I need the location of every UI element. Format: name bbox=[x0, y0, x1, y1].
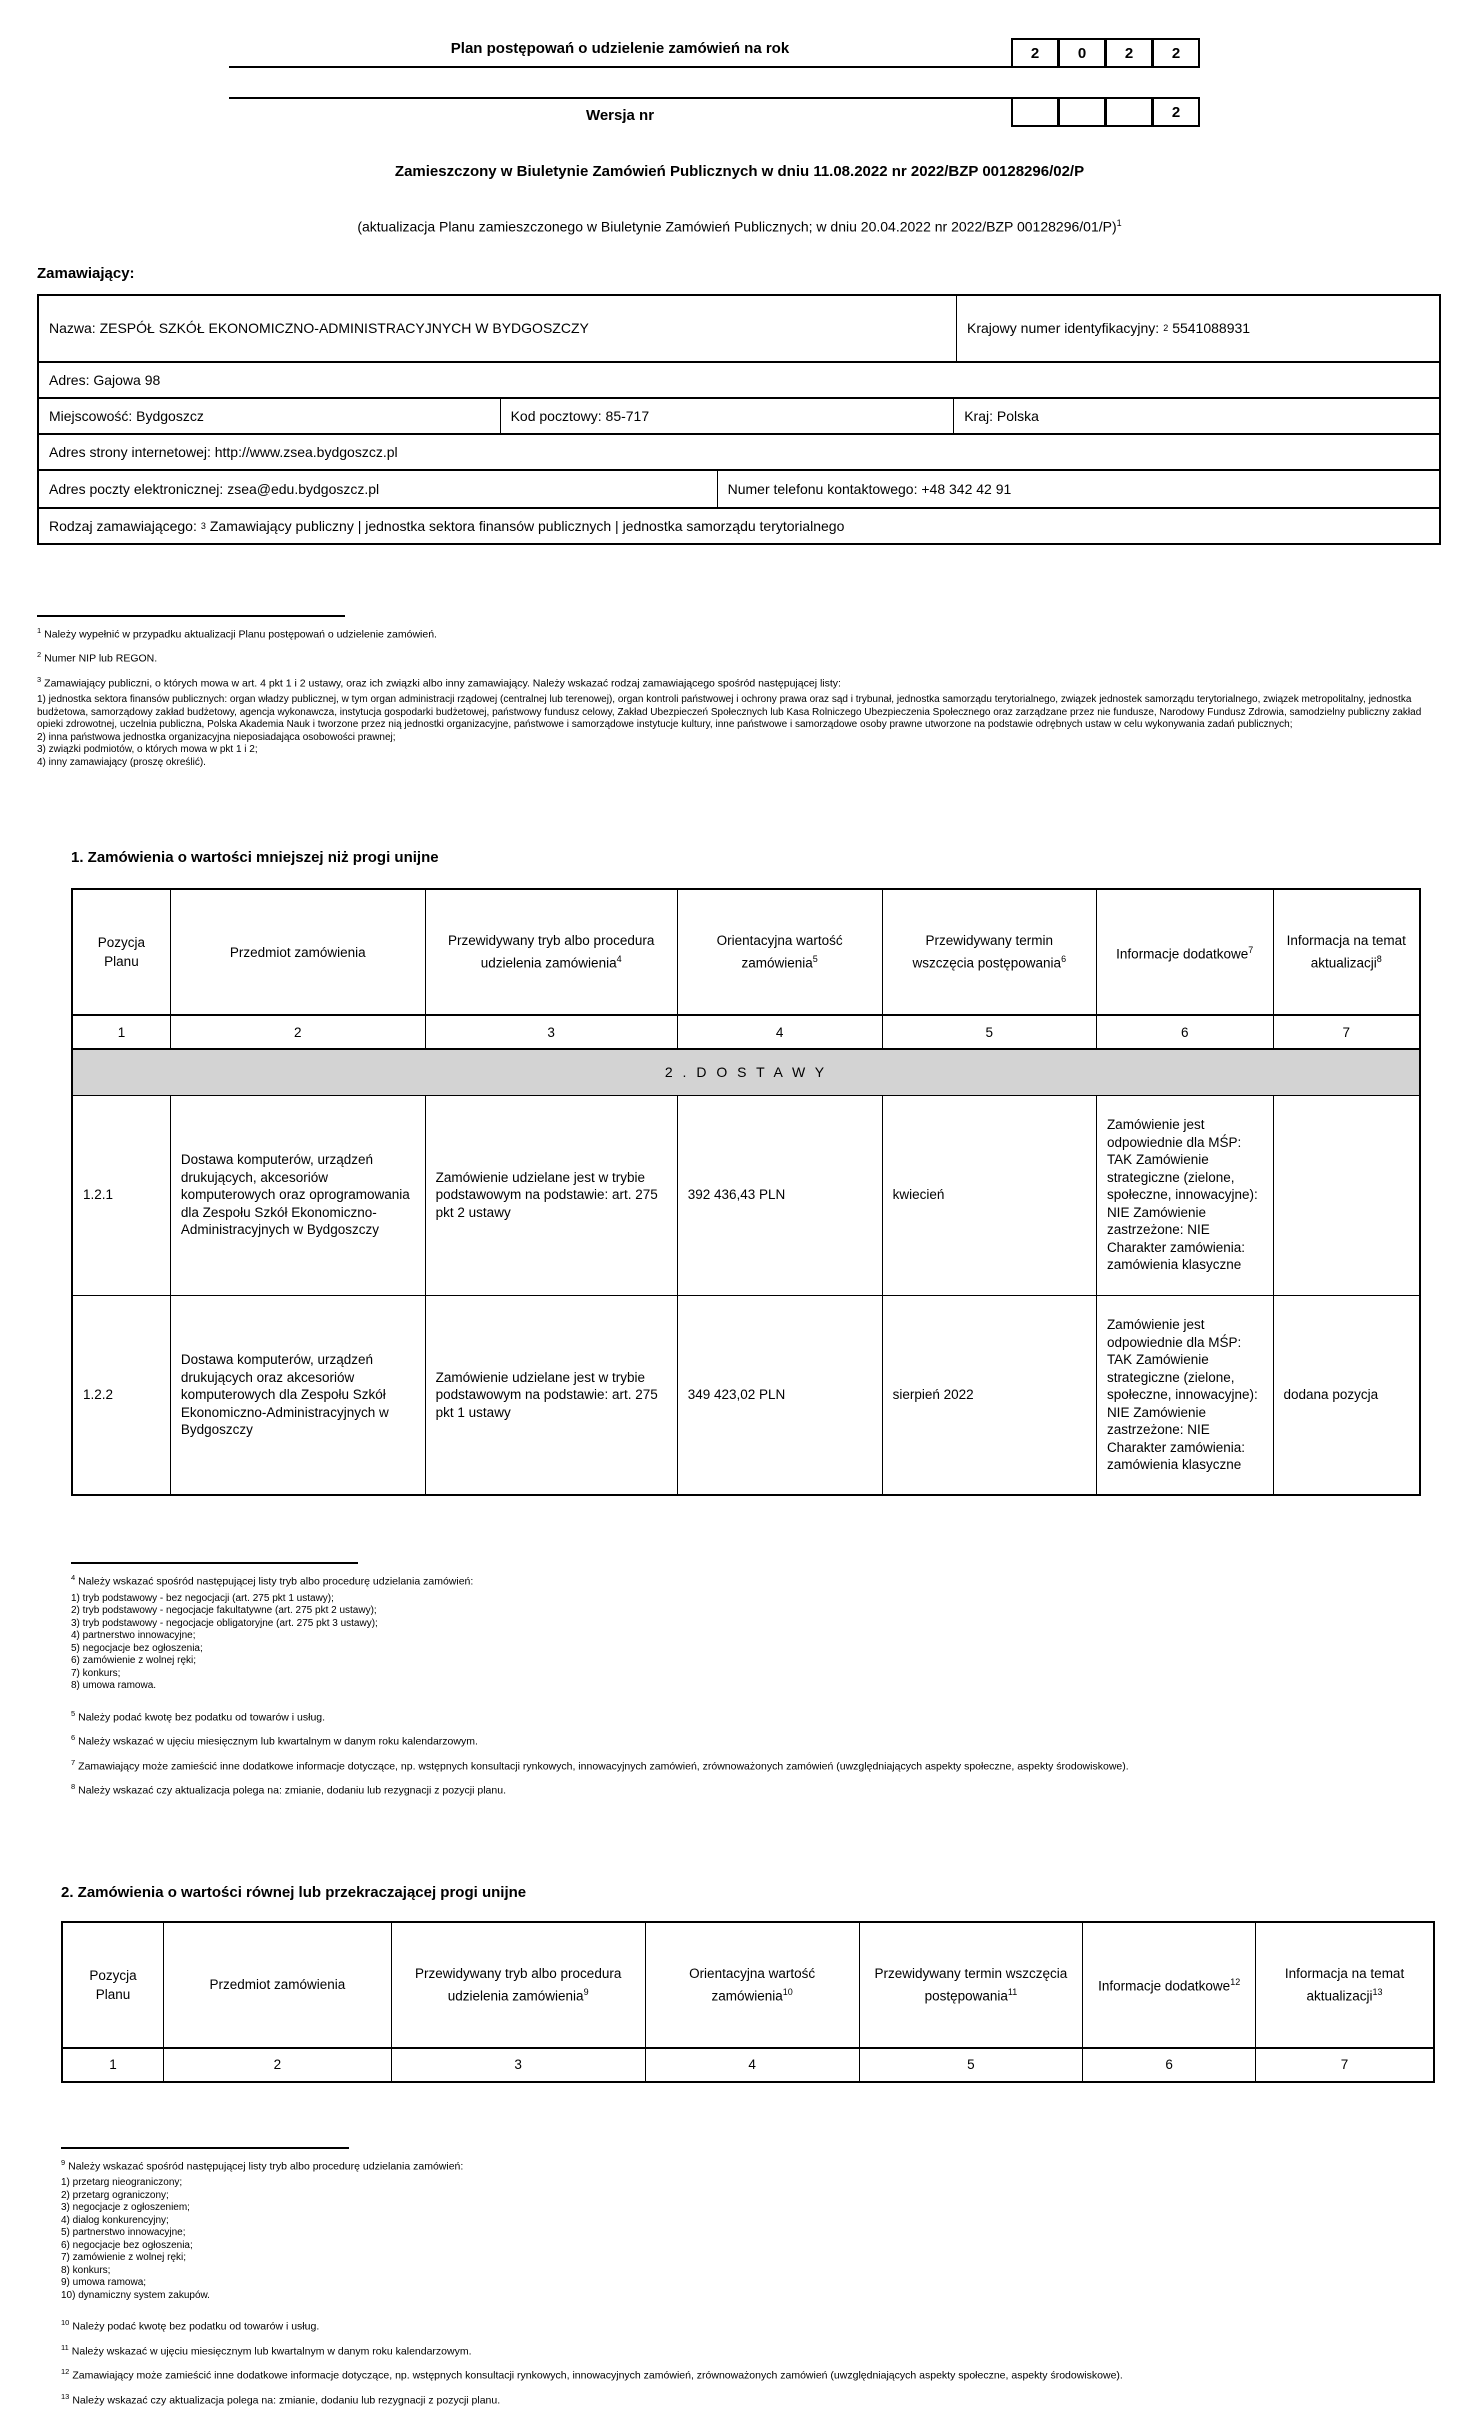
header-row bbox=[62, 1922, 1434, 2048]
footnotes-top bbox=[37, 624, 1439, 770]
kraj-cell: Kraj: Polska bbox=[953, 399, 1439, 433]
footnote-ref: 13 bbox=[61, 2391, 70, 2401]
cell-pozycja: 1.2.2 bbox=[72, 1295, 170, 1495]
footnote-4 bbox=[71, 1571, 1419, 1589]
section2-table bbox=[61, 1921, 1435, 2083]
footnote-text: Należy wskazać w ujęciu miesięcznym lub kwartalnym w danym roku kalendarzowym. bbox=[71, 2345, 472, 2358]
footnote-ref: 11 bbox=[61, 2342, 69, 2352]
rodzaj-footnote-ref: 3 bbox=[200, 520, 206, 531]
col-header-tryb: Przewidywany tryb albo procedura udzielenia zamówienia$^4$ bbox=[425, 889, 677, 1015]
cell-tryb: Zamówienie udzielane jest w trybie podstawowym na podstawie: art. 275 pkt 2 ustawy bbox=[425, 1095, 677, 1295]
year-digit-box: 2 bbox=[1011, 38, 1059, 68]
list-item: 7) konkurs; bbox=[71, 1667, 121, 1679]
col-header-wartosc: Orientacyjna wartość zamówienia$^5$ bbox=[677, 889, 882, 1015]
cell-aktualizacja: dodana pozycja bbox=[1273, 1295, 1420, 1495]
cell-wartosc: 392 436,43 PLN bbox=[677, 1095, 882, 1295]
col-number: 6 bbox=[1083, 2048, 1256, 2082]
footnote-ref: 7 bbox=[71, 1757, 76, 1767]
section1-heading: 1. Zamówienia o wartości mniejszej niż progi unijne bbox=[71, 849, 439, 867]
col-header-informacje: Informacje dodatkowe$^{12}$ bbox=[1083, 1922, 1256, 2048]
footnote-7 bbox=[71, 1756, 1419, 1774]
footnotes-bottom bbox=[61, 2156, 1419, 2408]
year-boxes bbox=[1011, 38, 1200, 68]
footnote-text: Zamawiający publiczni, o których mowa w art. 4 pkt 1 i 2 ustawy, oraz ich związki albo inny zamawiający. Należy wskazać rodzaj zamawiającego spośród następującej listy: bbox=[44, 677, 841, 690]
col-number: 2 bbox=[164, 2048, 392, 2082]
footnote-5 bbox=[71, 1707, 1419, 1725]
year-digit-box: 2 bbox=[1106, 38, 1153, 68]
col-header-przedmiot: Przedmiot zamówienia bbox=[164, 1922, 392, 2048]
col-header-aktualizacja: Informacja na temat aktualizacji$^8$ bbox=[1273, 889, 1420, 1015]
cell-termin: sierpień 2022 bbox=[882, 1295, 1096, 1495]
list-item: 9) umowa ramowa; bbox=[61, 2277, 147, 2289]
footnote-text: Należy wskazać czy aktualizacja polega na: zmianie, dodaniu lub rezygnacji z pozycji planu. bbox=[72, 2394, 501, 2407]
footnote-ref: 8 bbox=[71, 1782, 76, 1792]
list-item: 2) inna państwowa jednostka organizacyjna nieposiadająca osobowości prawnej; bbox=[37, 731, 396, 743]
footnote-text: Numer NIP lub REGON. bbox=[44, 652, 158, 665]
update-text: (aktualizacja Planu zamieszczonego w Biuletynie Zamówień Publicznych; w dniu 20.04.2022 nr 2022/BZP 00128296/01/P) bbox=[357, 218, 1117, 235]
col-header-pozycja: Pozycja Planu bbox=[62, 1922, 164, 2048]
list-item: 1) tryb podstawowy - bez negocjacji (art. 275 pkt 1 ustawy); bbox=[71, 1592, 334, 1604]
col-number: 3 bbox=[391, 2048, 645, 2082]
col-number: 2 bbox=[170, 1015, 425, 1049]
group-row-dostawy bbox=[72, 1049, 1420, 1095]
table-row bbox=[39, 507, 1439, 543]
table-row bbox=[39, 296, 1439, 361]
col-number: 7 bbox=[1256, 2048, 1434, 2082]
col-number: 5 bbox=[882, 1015, 1096, 1049]
footnote-ref: 10 bbox=[61, 2318, 70, 2328]
table-row bbox=[39, 469, 1439, 507]
col-number: 6 bbox=[1096, 1015, 1273, 1049]
footnote-11 bbox=[61, 2341, 1419, 2359]
cell-informacje: Zamówienie jest odpowiednie dla MŚP: TAK Zamówienie strategiczne (zielone, społeczne, innowacyjne): NIE Zamówienie zastrzeżone: NIE Charakter zamówienia: zamówienia klasyczne bbox=[1096, 1295, 1273, 1495]
footnote-1 bbox=[37, 624, 1439, 642]
published-line: Zamieszczony w Biuletynie Zamówień Publicznych w dniu 11.08.2022 nr 2022/BZP 00128296/02/P bbox=[394, 163, 1085, 180]
footnote-ref: 6 bbox=[71, 1733, 76, 1743]
rodzaj-value: Zamawiający publiczny | jednostka sektora finansów publicznych | jednostka samorządu terytorialnego bbox=[209, 517, 845, 534]
nazwa-cell: Nazwa: ZESPÓŁ SZKÓŁ EKONOMICZNO-ADMINISTRACYJNYCH W BYDGOSZCZY bbox=[49, 320, 589, 337]
version-boxes bbox=[1011, 97, 1200, 127]
version-label: Wersja nr bbox=[585, 107, 655, 124]
footnote-8 bbox=[71, 1780, 1419, 1798]
footnote-text: Należy wskazać spośród następującej listy tryb albo procedurę udzielania zamówień: bbox=[78, 1575, 474, 1588]
col-number: 1 bbox=[72, 1015, 170, 1049]
header-row bbox=[72, 889, 1420, 1015]
document-page bbox=[0, 30, 1479, 2409]
rodzaj-label: Rodzaj zamawiającego: bbox=[49, 517, 197, 534]
footnote-ref: 1 bbox=[37, 625, 42, 635]
update-footnote-ref: 1 bbox=[1116, 218, 1122, 228]
col-header-tryb: Przewidywany tryb albo procedura udzielenia zamówienia$^9$ bbox=[391, 1922, 645, 2048]
col-number: 1 bbox=[62, 2048, 164, 2082]
cell-tryb: Zamówienie udzielane jest w trybie podstawowym na podstawie: art. 275 pkt 1 ustawy bbox=[425, 1295, 677, 1495]
cell-aktualizacja bbox=[1273, 1095, 1420, 1295]
footnote-ref: 3 bbox=[37, 674, 42, 684]
www-cell: Adres strony internetowej: http://www.zsea.bydgoszcz.pl bbox=[49, 443, 398, 460]
list-item: 3) związki podmiotów, o których mowa w pkt 1 i 2; bbox=[37, 744, 258, 756]
krajowy-numer-cell bbox=[956, 296, 1439, 361]
col-number: 3 bbox=[425, 1015, 677, 1049]
footnotes-mid bbox=[71, 1571, 1419, 1798]
footnote-text: Należy wypełnić w przypadku aktualizacji Planu postępowań o udzielenie zamówień. bbox=[44, 628, 437, 641]
list-item: 3) tryb podstawowy - negocjacje obligatoryjne (art. 275 pkt 3 ustawy); bbox=[71, 1617, 378, 1629]
footnote-ref: 4 bbox=[71, 1573, 76, 1583]
miejscowosc-cell: Miejscowość: Bydgoszcz bbox=[49, 407, 204, 424]
footnote-ref: 2 bbox=[37, 650, 42, 660]
update-line bbox=[0, 218, 1479, 235]
list-item: 8) konkurs; bbox=[61, 2264, 111, 2276]
email-cell: Adres poczty elektronicznej: zsea@edu.bydgoszcz.pl bbox=[49, 480, 380, 497]
col-header-informacje: Informacje dodatkowe$^7$ bbox=[1096, 889, 1273, 1015]
footnote-separator bbox=[71, 1562, 358, 1564]
cell-przedmiot: Dostawa komputerów, urządzeń drukujących oraz akcesoriów komputerowych dla Zespołu Szkół Ekonomiczno-Administracyjnych w Bydgoszczy bbox=[170, 1295, 425, 1495]
table-row bbox=[72, 1095, 1420, 1295]
krajowy-value: 5541088931 bbox=[1172, 320, 1251, 337]
footnote-4-list bbox=[71, 1593, 1419, 1693]
telefon-cell: Numer telefonu kontaktowego: +48 342 42 91 bbox=[717, 471, 1439, 507]
column-number-row bbox=[72, 1015, 1420, 1049]
group-row-label: 2 . D O S T A W Y bbox=[72, 1049, 1420, 1095]
list-item: 4) partnerstwo innowacyjne; bbox=[71, 1630, 196, 1642]
list-item: 3) negocjacje z ogłoszeniem; bbox=[61, 2202, 190, 2214]
list-item: 6) zamówienie z wolnej ręki; bbox=[71, 1655, 197, 1667]
footnote-separator bbox=[61, 2147, 349, 2149]
footnote-ref: 12 bbox=[61, 2367, 70, 2377]
version-digit-box bbox=[1059, 97, 1106, 127]
table-row bbox=[72, 1295, 1420, 1495]
footnote-text: Należy wskazać w ujęciu miesięcznym lub kwartalnym w danym roku kalendarzowym. bbox=[78, 1735, 478, 1748]
col-header-pozycja: Pozycja Planu bbox=[72, 889, 170, 1015]
col-header-wartosc: Orientacyjna wartość zamówienia$^{10}$ bbox=[645, 1922, 859, 2048]
adres-cell: Adres: Gajowa 98 bbox=[49, 371, 161, 388]
col-number: 7 bbox=[1273, 1015, 1420, 1049]
footnote-text: Należy podać kwotę bez podatku od towarów i usług. bbox=[72, 2320, 320, 2333]
footnote-9 bbox=[61, 2156, 1419, 2174]
footnote-text: Należy podać kwotę bez podatku od towarów i usług. bbox=[78, 1711, 326, 1724]
rodzaj-cell bbox=[39, 509, 1439, 543]
section2-heading: 2. Zamówienia o wartości równej lub przekraczającej progi unijne bbox=[61, 1883, 527, 1901]
col-header-termin: Przewidywany termin wszczęcia postępowania$^{11}$ bbox=[859, 1922, 1083, 2048]
table-row bbox=[39, 397, 1439, 433]
cell-termin: kwiecień bbox=[882, 1095, 1096, 1295]
list-item: 8) umowa ramowa. bbox=[71, 1680, 157, 1692]
year-digit-box: 2 bbox=[1153, 38, 1200, 68]
footnote-3 bbox=[37, 673, 1439, 691]
version-row bbox=[229, 97, 1200, 133]
footnote-3-list bbox=[37, 694, 1439, 769]
footnote-text: Zamawiający może zamieścić inne dodatkowe informacje dotyczące, np. wstępnych konsultacji rynkowych, innowacyjnych zamówień, zrównoważonych zamówień (uwzględniających aspekty społeczne, aspekty środowiskowe). bbox=[72, 2369, 1123, 2382]
list-item: 10) dynamiczny system zakupów. bbox=[61, 2289, 210, 2301]
krajowy-label: Krajowy numer identyfikacyjny: bbox=[967, 320, 1160, 337]
cell-przedmiot: Dostawa komputerów, urządzeń drukujących, akcesoriów komputerowych oraz oprogramowania dla Zespołu Szkół Ekonomiczno-Administracyjnych w Bydgoszczy bbox=[170, 1095, 425, 1295]
footnote-separator bbox=[37, 615, 345, 617]
list-item: 1) jednostka sektora finansów publicznych: organ władzy publicznej, w tym organ administracji rządowej (centralnej lub terenowej), organ kontroli państwowej i ochrony prawa oraz sąd i trybunał, jednostka samorządu terytorialnego, związek jednostek samorządu terytorialnego, związek metropolitalny, jednostka budżetowa, samorządowy zakład budżetowy, agencja wykonawcza, instytucja gospodarki budżetowej, państwowy fundusz celowy, Zakład Ubezpieczeń Społecznych lub Kasa Rolniczego Ubezpieczenia Społecznego oraz zarządzane przez nie fundusze, Narodowy Fundusz Zdrowia, samodzielny publiczny zakład opieki zdrowotnej, uczelnia publiczna, Polska Akademia Nauk i tworzone przez nią jednostki organizacyjne, państwowe i samorządowe instytucje kultury, inne państwowe i samorządowe osoby prawne utworzone na podstawie odrębnych ustaw w celu wykonywania zadań publicznych; bbox=[37, 694, 1422, 731]
footnote-ref: 5 bbox=[71, 1708, 76, 1718]
col-number: 4 bbox=[677, 1015, 882, 1049]
kod-pocztowy-cell: Kod pocztowy: 85-717 bbox=[500, 399, 954, 433]
cell-wartosc: 349 423,02 PLN bbox=[677, 1295, 882, 1495]
col-number: 4 bbox=[645, 2048, 859, 2082]
version-digit-box: 2 bbox=[1153, 97, 1200, 127]
list-item: 5) negocjacje bez ogłoszenia; bbox=[71, 1642, 203, 1654]
column-number-row bbox=[62, 2048, 1434, 2082]
footnote-ref: 9 bbox=[61, 2157, 66, 2167]
cell-informacje: Zamówienie jest odpowiednie dla MŚP: TAK Zamówienie strategiczne (zielone, społeczne, innowacyjne): NIE Zamówienie zastrzeżone: NIE Charakter zamówienia: zamówienia klasyczne bbox=[1096, 1095, 1273, 1295]
version-digit-box bbox=[1106, 97, 1153, 127]
list-item: 6) negocjacje bez ogłoszenia; bbox=[61, 2239, 193, 2251]
col-header-aktualizacja: Informacja na temat aktualizacji$^{13}$ bbox=[1256, 1922, 1434, 2048]
zamawiajacy-table bbox=[37, 294, 1441, 545]
footnote-10 bbox=[61, 2316, 1419, 2334]
list-item: 2) tryb podstawowy - negocjacje fakultatywne (art. 275 pkt 2 ustawy); bbox=[71, 1605, 377, 1617]
list-item: 4) dialog konkurencyjny; bbox=[61, 2214, 169, 2226]
footnote-text: Należy wskazać czy aktualizacja polega na: zmianie, dodaniu lub rezygnacji z pozycji planu. bbox=[78, 1784, 506, 1797]
list-item: 2) przetarg ograniczony; bbox=[61, 2189, 169, 2201]
list-item: 7) zamówienie z wolnej ręki; bbox=[61, 2252, 187, 2264]
section1-table bbox=[71, 888, 1421, 1496]
footnote-6 bbox=[71, 1731, 1419, 1749]
footnote-12 bbox=[61, 2365, 1419, 2383]
col-header-termin: Przewidywany termin wszczęcia postępowania$^6$ bbox=[882, 889, 1096, 1015]
col-header-przedmiot: Przedmiot zamówienia bbox=[170, 889, 425, 1015]
table-row bbox=[39, 361, 1439, 397]
list-item: 1) przetarg nieograniczony; bbox=[61, 2177, 183, 2189]
plan-title: Plan postępowań o udzielenie zamówień na rok bbox=[229, 30, 1011, 68]
footnote-2 bbox=[37, 648, 1439, 666]
cell-pozycja: 1.2.1 bbox=[72, 1095, 170, 1295]
list-item: 5) partnerstwo innowacyjne; bbox=[61, 2227, 186, 2239]
footnote-13 bbox=[61, 2390, 1419, 2408]
footnote-text: Należy wskazać spośród następującej listy tryb albo procedurę udzielania zamówień: bbox=[68, 2160, 464, 2173]
year-digit-box: 0 bbox=[1059, 38, 1106, 68]
version-digit-box bbox=[1011, 97, 1059, 127]
list-item: 4) inny zamawiający (proszę określić). bbox=[37, 756, 206, 768]
plan-title-row bbox=[229, 30, 1200, 68]
col-number: 5 bbox=[859, 2048, 1083, 2082]
table-row bbox=[39, 433, 1439, 469]
footnote-text: Zamawiający może zamieścić inne dodatkowe informacje dotyczące, np. wstępnych konsultacji rynkowych, innowacyjnych zamówień, zrównoważonych zamówień (uwzględniających aspekty społeczne, aspekty środowiskowe). bbox=[78, 1760, 1129, 1773]
krajowy-footnote-ref: 2 bbox=[1163, 323, 1169, 334]
zamawiajacy-label: Zamawiający: bbox=[37, 264, 135, 282]
footnote-9-list bbox=[61, 2177, 1419, 2302]
